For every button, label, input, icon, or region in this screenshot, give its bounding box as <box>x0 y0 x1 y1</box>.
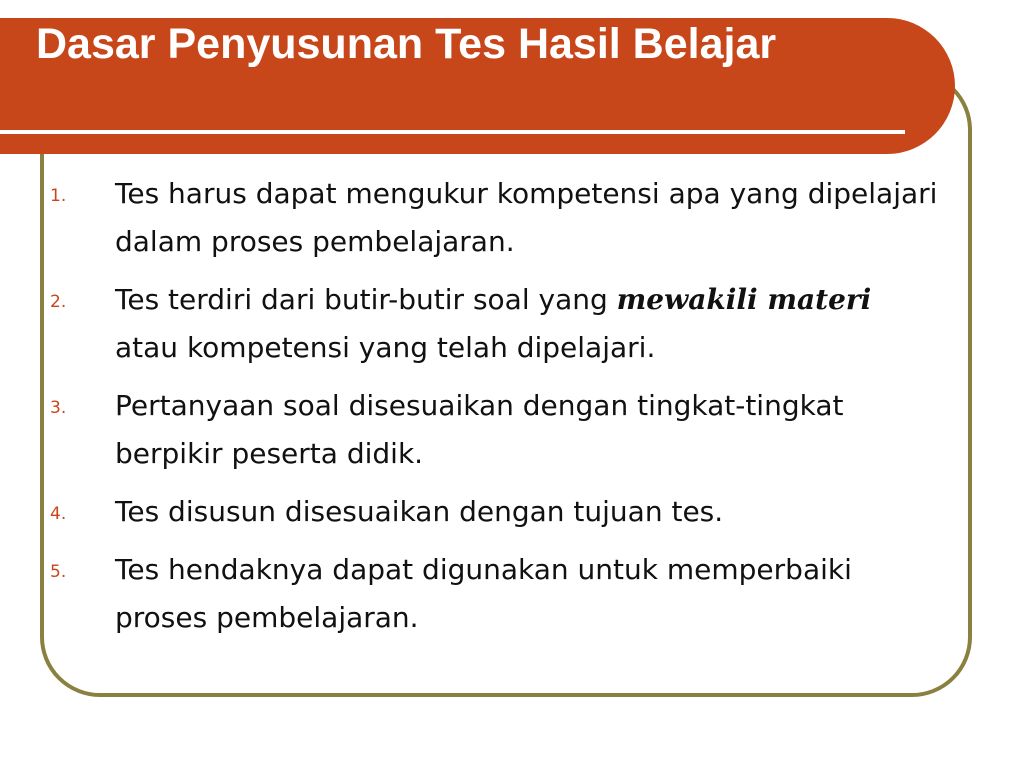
list-item-text-after: atau kompetensi yang telah dipelajari. <box>115 331 656 364</box>
list-item-text: Tes hendaknya dapat digunakan untuk memperbaiki proses pembelajaran. <box>115 553 852 634</box>
list-item <box>50 382 940 478</box>
list-item-text: Tes disusun disesuaikan dengan tujuan tes. <box>115 495 724 528</box>
list-item-number: 5. <box>50 562 67 582</box>
list-item-text: Tes harus dapat mengukur kompetensi apa yang dipelajari dalam proses pembelajaran. <box>115 177 938 258</box>
list-item-number: 2. <box>50 292 67 312</box>
list-item-number: 1. <box>50 186 67 206</box>
title-underline <box>0 130 905 134</box>
list-item-number: 4. <box>50 504 67 524</box>
list-item-text: Pertanyaan soal disesuaikan dengan tingkat-tingkat berpikir peserta didik. <box>115 389 844 470</box>
list-item <box>50 170 940 266</box>
list-item <box>50 276 940 372</box>
list-item <box>50 488 940 536</box>
slide-title: Dasar Penyusunan Tes Hasil Belajar <box>36 20 777 68</box>
list-item-number: 3. <box>50 398 67 418</box>
numbered-list <box>50 170 940 652</box>
list-item-text-before: Tes terdiri dari butir-butir soal yang <box>115 283 617 316</box>
list-item-emphasis: mewakili materi <box>616 283 872 316</box>
list-item <box>50 546 940 642</box>
